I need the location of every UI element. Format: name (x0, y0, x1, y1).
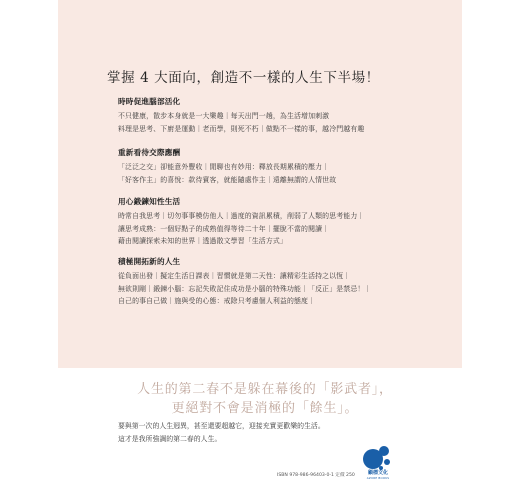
section-line: 藉由閱讀探索未知的世界｜透過散文學習「生活方式」 (118, 237, 287, 246)
section-social (118, 147, 418, 186)
section-intellect (118, 196, 418, 248)
publisher-name: 顧標文化 (367, 470, 388, 476)
section-line: 時常自我思考｜切勿事事模仿他人｜過度的資訊累積，削弱了人類的思考能力｜ (118, 212, 365, 220)
section-brain (118, 96, 418, 135)
section-title: 積極開拓新的人生 (118, 257, 181, 266)
section-line: 讓思考成熟：一個好點子的成熟值得等待二十年｜擺脫不當的閱讀｜ (118, 224, 330, 233)
section-line: 「好客作主」的喜悅：款待賓客，就能隨處作主｜遠離無謂的人情世故 (118, 175, 337, 184)
section-line: 無欲則剛｜鍛鍊小腦：忘記失敗記住成功是小腦的特殊功能｜「反正」是禁忌！｜ (118, 284, 372, 293)
section-title: 時時促進腦部活化 (118, 97, 181, 106)
section-title: 重新看待交際應酬 (118, 148, 181, 157)
body-line: 這才是我所強調的第二春的人生。 (118, 435, 222, 443)
section-line: 「泛泛之交」卻能意外豐收｜閒聊也有妙用：釋放長期累積的壓力｜ (118, 163, 330, 171)
section-line: 自己的事自己做｜施與受的心態：戒除只考慮個人利益的態度｜ (118, 297, 316, 306)
publisher-english: AZURE BOOKS (366, 476, 390, 480)
body-line: 要與第一次的人生迥異，甚至還要超越它，迎接充實更歡樂的生活。 (118, 422, 325, 430)
section-title: 用心鍛鍊知性生活 (118, 197, 181, 206)
section-new-life (118, 256, 418, 308)
tagline-line-2: 更絕對不會是消極的「餘生」。 (171, 401, 359, 416)
headline: 掌握 4 大面向，創造不一樣的人生下半場！ (107, 70, 380, 86)
tagline-line-1: 人生的第二春不是躲在幕後的「影武者」， (137, 382, 393, 397)
isbn-price: ISBN 978-986-96403-0-1 定價 250 (277, 473, 355, 478)
section-line: 不只健康，散步本身就是一大樂趣｜每天出門一趟，為生活增加刺激 (118, 112, 330, 120)
section-line: 料理是思考、下廚是運動｜老而學，則死不朽｜做點不一樣的事，越冷門越有趣 (118, 124, 365, 133)
section-line: 從負面出發｜擬定生活日課表｜習慣就是第二天性：讓精彩生活持之以恆｜ (118, 272, 351, 280)
